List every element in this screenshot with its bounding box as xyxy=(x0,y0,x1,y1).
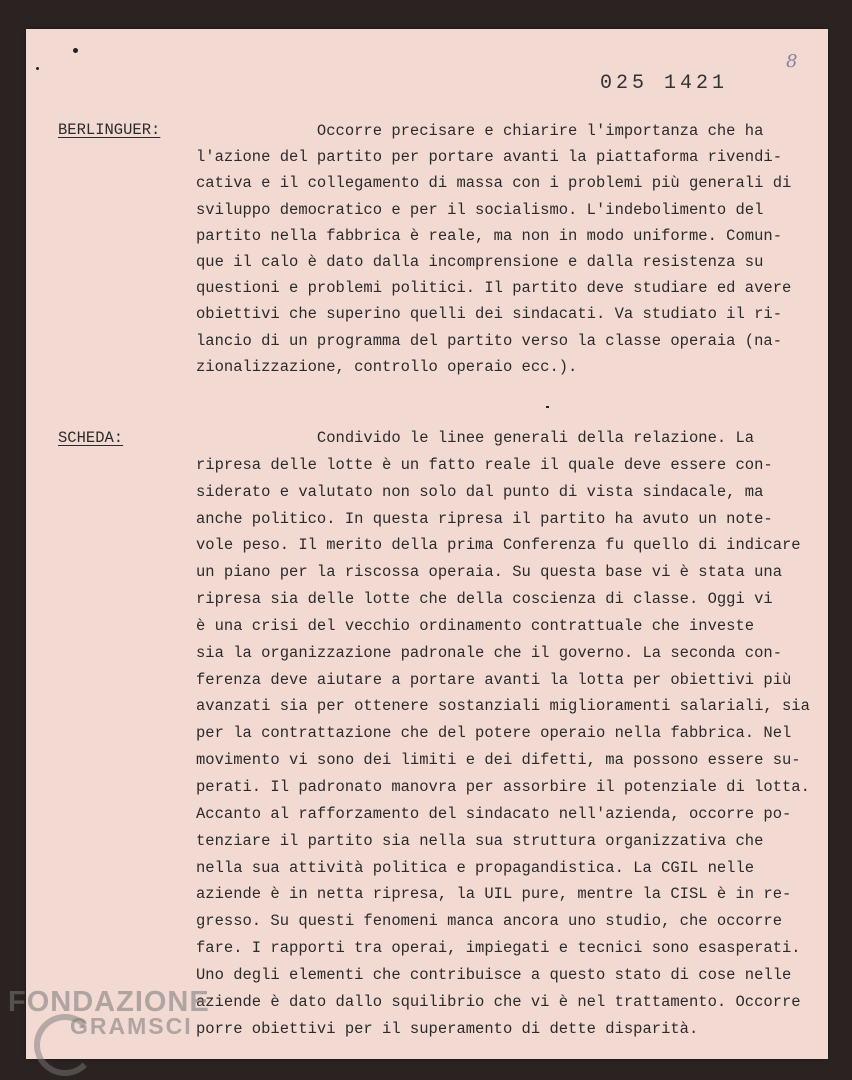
text-line: anche politico. In questa ripresa il partito ha avuto un note- xyxy=(196,509,773,528)
ink-dash xyxy=(546,406,549,408)
text-line: nella sua attività politica e propagandistica. La CGIL nelle xyxy=(196,858,755,877)
text-line: sviluppo democratico e per il socialismo. L'indebolimento del xyxy=(196,200,764,219)
watermark-line-1: FONDAZIONE xyxy=(8,986,210,1018)
text-line: siderato e valutato non solo dal punto di vista sindacale, ma xyxy=(196,482,764,501)
text-line: ripresa sia delle lotte che della coscienza di classe. Oggi vi xyxy=(196,590,773,609)
text-line: ripresa delle lotte è un fatto reale il quale deve essere con- xyxy=(196,455,773,474)
watermark-line-2: GRAMSCI xyxy=(70,1013,193,1039)
text-line: movimento vi sono dei limiti e dei difetti, ma possono essere su- xyxy=(196,751,801,770)
text-line: per la contrattazione che del potere operaio nella fabbrica. Nel xyxy=(196,724,792,743)
text-line: ferenza deve aiutare a portare avanti la lotta per obiettivi più xyxy=(196,670,792,689)
document-page xyxy=(26,29,828,1059)
text-line: avanzati sia per ottenere sostanziali miglioramenti salariali, sia xyxy=(196,697,810,716)
text-line: obiettivi che superino quelli dei sindacati. Va studiato il ri- xyxy=(196,305,782,324)
speech-paragraph-scheda xyxy=(196,425,810,1042)
text-line: vole peso. Il merito della prima Conferenza fu quello di indicare xyxy=(196,536,801,555)
document-number: 025 1421 xyxy=(600,72,729,95)
watermark xyxy=(8,986,210,1040)
text-line: aziende è dato dallo squilibrio che vi è nel trattamento. Occorre xyxy=(196,992,801,1011)
text-line: cativa e il collegamento di massa con i problemi più generali di xyxy=(196,174,792,193)
speaker-label-scheda: SCHEDA: xyxy=(58,429,124,447)
text-line: tenziare il partito sia nella sua struttura organizzativa che xyxy=(196,831,764,850)
speech-paragraph-berlinguer xyxy=(196,118,791,380)
text-line: questioni e problemi politici. Il partito deve studiare ed avere xyxy=(196,279,792,298)
text-line: gresso. Su questi fenomeni manca ancora uno studio, che occorre xyxy=(196,912,782,931)
text-line: l'azione del partito per portare avanti la piattaforma rivendi- xyxy=(196,148,782,167)
text-line: un piano per la riscossa operaia. Su questa base vi è stata una xyxy=(196,563,782,582)
text-line: zionalizzazione, controllo operaio ecc.). xyxy=(196,357,578,376)
text-line: Uno degli elementi che contribuisce a questo stato di cose nelle xyxy=(196,965,792,984)
ink-dot xyxy=(36,67,39,70)
ink-dot xyxy=(73,48,78,53)
speaker-label-berlinguer: BERLINGUER: xyxy=(58,121,161,139)
text-line: aziende è in netta ripresa, la UIL pure, mentre la CISL è in re- xyxy=(196,885,792,904)
text-line: porre obiettivi per il superamento di dette disparità. xyxy=(196,1019,699,1038)
text-line: perati. Il padronato manovra per assorbire il potenziale di lotta. xyxy=(196,777,810,796)
pencil-annotation: 8 xyxy=(786,51,798,72)
text-line: partito nella fabbrica è reale, ma non in modo uniforme. Comun- xyxy=(196,226,782,245)
text-line: è una crisi del vecchio ordinamento contrattuale che investe xyxy=(196,616,755,635)
text-line: Accanto al rafforzamento del sindacato nell'azienda, occorre po- xyxy=(196,804,792,823)
text-line: lancio di un programma del partito verso la classe operaia (na- xyxy=(196,331,782,350)
text-line: Condivido le linee generali della relazione. La xyxy=(196,429,755,447)
text-line: sia la organizzazione padronale che il governo. La seconda con- xyxy=(196,643,782,662)
text-line: fare. I rapporti tra operai, impiegati e tecnici sono esasperati. xyxy=(196,939,801,958)
text-line: Occorre precisare e chiarire l'importanza che ha xyxy=(196,122,764,140)
text-line: que il calo è dato dalla incomprensione e dalla resistenza su xyxy=(196,253,764,272)
